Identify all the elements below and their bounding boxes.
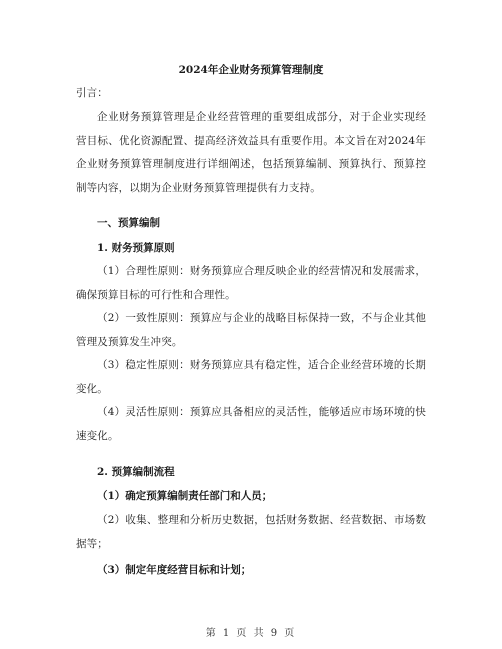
principle-stability: （3）稳定性原则：财务预算应具有稳定性，适合企业经营环境的长期变化。 xyxy=(76,359,426,395)
principle-flexibility: （4）灵活性原则：预算应具备相应的灵活性，能够适应市场环境的快速变化。 xyxy=(76,406,426,442)
principle-consistency: （2）一致性原则：预算应与企业的战略目标保持一致，不与企业其他管理及预算发生冲突。 xyxy=(76,312,426,348)
process-step-2: （2）收集、整理和分析历史数据，包括财务数据、经营数据、市场数据等； xyxy=(76,514,426,550)
document-title: 2024年企业财务预算管理制度 xyxy=(178,64,324,76)
preface-label: 引言： xyxy=(76,87,108,99)
intro-paragraph: 企业财务预算管理是企业经营管理的重要组成部分，对于企业实现经营目标、优化资源配置、提高经济效益具有重要作用。本文旨在对2024年企业财务预算管理制度进行详细阐述，包括预算编制、预算执行、预算控制等内容，以期为企业财务预算管理提供有力支持。 xyxy=(76,111,426,194)
process-step-3: （3）制定年度经营目标和计划； xyxy=(97,564,252,576)
process-step-1: （1）确定预算编制责任部门和人员； xyxy=(97,490,273,502)
subsection-heading-budget-principles: 1. 财务预算原则 xyxy=(97,242,175,254)
section-heading-budget-preparation: 一、预算编制 xyxy=(97,217,160,229)
principle-rationality: （1）合理性原则：财务预算应合理反映企业的经营情况和发展需求，确保预算目标的可行性和合理性。 xyxy=(76,265,426,301)
page-number-footer: 第 1 页 共 9 页 xyxy=(205,628,297,639)
subsection-heading-budget-process: 2. 预算编制流程 xyxy=(97,466,175,478)
